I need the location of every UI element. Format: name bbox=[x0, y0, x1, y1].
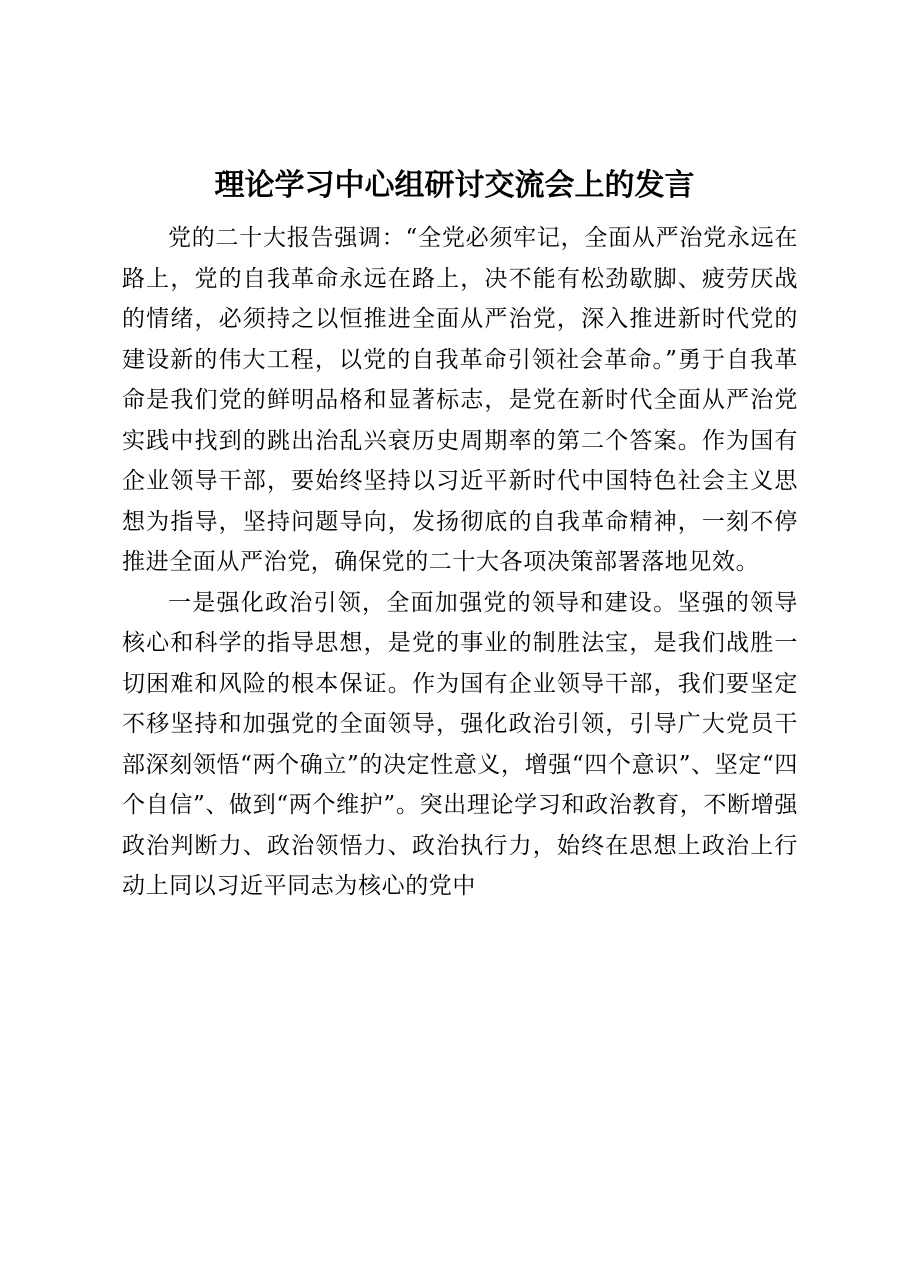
document-title: 理论学习中心组研讨交流会上的发言 bbox=[214, 168, 695, 203]
paragraph-2: 一是强化政治引领，全面加强党的领导和建设。坚强的领导核心和科学的指导思想，是党的事业的制胜法宝，是我们战胜一切困难和风险的根本保证。作为国有企业领导干部，我们要坚定不移坚持和加强党的全面领导，强化政治引领，引导广大党员干部深刻领悟“两个确立”的决定性意义，增强“四个意识”、坚定“四个自信”、做到“两个维护”。突出理论学习和政治教育，不断增强政治判断力、政治领悟力、政治执行力，始终在思想上政治上行动上同以习近平同志为核心的党中 bbox=[122, 589, 798, 899]
document-body bbox=[122, 218, 798, 907]
paragraph-1: 党的二十大报告强调：“全党必须牢记，全面从严治党永远在路上，党的自我革命永远在路上，决不能有松劲歇脚、疲劳厌战的情绪，必须持之以恒推进全面从严治党，深入推进新时代党的建设新的伟大工程，以党的自我革命引领社会革命。”勇于自我革命是我们党的鲜明品格和显著标志，是党在新时代全面从严治党实践中找到的跳出治乱兴衰历史周期率的第二个答案。作为国有企业领导干部，要始终坚持以习近平新时代中国特色社会主义思想为指导，坚持问题导向，发扬彻底的自我革命精神，一刻不停推进全面从严治党，确保党的二十大各项决策部署落地见效。 bbox=[122, 225, 798, 575]
